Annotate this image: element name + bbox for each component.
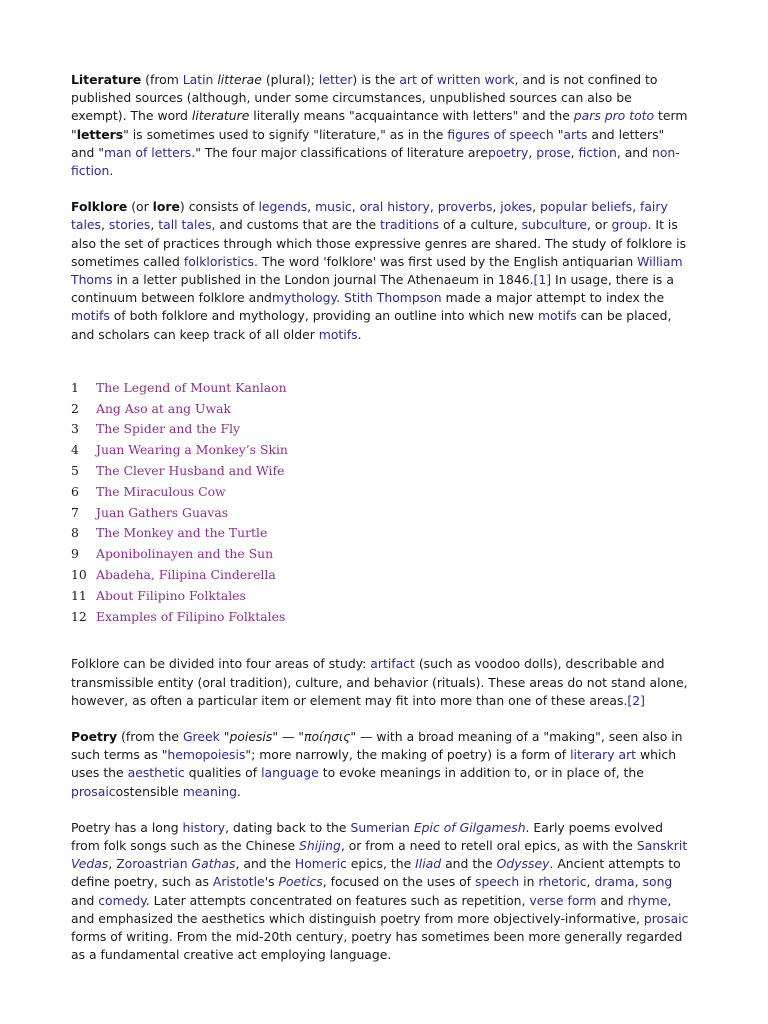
folktale-link[interactable]: About Filipino Folktales [96,587,246,603]
paragraph-folklore-areas: Folklore can be divided into four areas of study: artifact (such as voodoo dolls), describable and transmissible entity (oral tradition), culture, and behavior (rituals). These areas do not stand alone, however, as often a particular item or element may fit into more than one of these areas.[2] [71,656,688,708]
link-oral-history[interactable]: oral history [359,199,430,215]
link-art[interactable]: art [399,72,417,87]
folktale-link[interactable]: The Miraculous Cow [96,483,226,499]
link-artifact[interactable]: artifact [370,656,415,672]
list-item[interactable]: 2 Ang Aso at ang Uwak [71,399,691,420]
link-prosaic[interactable]: prosaic [643,910,689,926]
folktale-link[interactable]: Examples of Filipino Folktales [96,608,286,624]
link-rhetoric[interactable]: rhetoric [538,874,587,890]
link-william-thoms[interactable]: William Thoms [71,253,683,288]
link-sumerian[interactable]: Sumerian [350,819,410,835]
folktales-list [71,378,691,628]
link-verse-form[interactable]: verse form [529,892,597,908]
folktale-link[interactable]: The Clever Husband and Wife [96,463,285,479]
folktale-link[interactable]: The Spider and the Fly [96,421,241,437]
folktale-link[interactable]: Aponibolinayen and the Sun [96,546,274,562]
paragraph-poetry-history: Poetry has a long history, dating back to the Sumerian Epic of Gilgamesh. Early poems evolved from folk songs such as the Chinese Shijing, or from a need to retell oral epics, as with the Sanskrit Vedas, Zoroastrian Gathas, and the Homeric epics, the Iliad and the Odyssey. Ancient attempts to define poetry, such as Aristotle's Poetics, focused on the uses of speech in rhetoric, drama, song and comedy. Later attempts concentrated on features such as repetition, verse form and rhyme, and emphasized the aesthetics which distinguish poetry from more objectively-informative, prosaic forms of writing. From the mid-20th century, poetry has sometimes been more generally regarded as a fundamental creative act employing language. [71,819,689,963]
link-meaning[interactable]: meaning [182,783,238,799]
link-motifs[interactable]: motifs [71,308,110,324]
link-traditions[interactable]: traditions [380,217,440,233]
link-legends[interactable]: legends [258,199,308,215]
list-item[interactable]: 3 The Spider and the Fly [71,419,691,440]
link-written-work[interactable]: written work [436,72,515,87]
link-zoroastrian[interactable]: Zoroastrian [116,856,188,872]
list-item[interactable]: 9 Aponibolinayen and the Sun [71,544,691,565]
link-hemopoiesis[interactable]: hemopoiesis [167,747,246,763]
link-shijing[interactable]: Shijing [299,838,341,854]
link-letter[interactable]: letter [318,72,353,87]
folktale-link[interactable]: Abadeha, Filipina Cinderella [96,567,276,583]
folktale-link[interactable]: The Legend of Mount Kanlaon [96,379,287,395]
paragraph-folklore: Folklore (or lore) consists of legends, music, oral history, proverbs, jokes, popular beliefs, fairy tales, stories, tall tales, and customs that are the traditions of a culture, subculture, or group. It is also the set of practices through which those expressive genres are shared. The study of folklore is sometimes called folkloristics. The word 'folklore' was first used by the English antiquarian William Thoms in a letter published in the London journal The Athenaeum in 1846.[1] In usage, there is a continuum between folklore andmythology. Stith Thompson made a major attempt to index the motifs of both folklore and mythology, providing an outline into which new motifs can be placed, and scholars can keep track of all older motifs. [71,199,687,342]
term-folklore: Folklore [71,199,128,215]
list-item[interactable]: 12 Examples of Filipino Folktales [71,607,691,628]
link-aristotle[interactable]: Aristotle [212,874,265,890]
link-man-of-letters[interactable]: man of letters [103,144,192,160]
list-item[interactable]: 1 The Legend of Mount Kanlaon [71,378,691,399]
list-item[interactable]: 10 Abadeha, Filipina Cinderella [71,565,691,586]
link-prosaic[interactable]: prosaic [71,783,116,799]
document-page [71,71,691,964]
link-fiction[interactable]: fiction [578,144,617,160]
link-language[interactable]: language [261,765,319,781]
reference-2[interactable]: [2] [627,692,645,708]
link-history[interactable]: history [182,819,226,835]
link-non-fiction[interactable]: non-fiction [71,144,680,179]
link-drama[interactable]: drama [594,874,635,890]
link-aesthetic[interactable]: aesthetic [127,765,185,781]
link-gathas[interactable]: Gathas [191,856,236,872]
link-folkloristics[interactable]: folkloristics [183,253,254,269]
link-poetics[interactable]: Poetics [278,874,323,890]
link-speech[interactable]: speech [474,874,520,890]
link-comedy[interactable]: comedy [98,892,146,908]
list-item[interactable]: 8 The Monkey and the Turtle [71,523,691,544]
link-fairy-tales[interactable]: fairy tales [71,199,668,233]
folktale-link[interactable]: Juan Wearing a Monkey’s Skin [96,442,288,458]
folktale-link[interactable]: Juan Gathers Guavas [96,504,229,520]
list-item[interactable]: 4 Juan Wearing a Monkey’s Skin [71,440,691,461]
link-iliad[interactable]: Iliad [415,856,442,872]
paragraph-poetry: Poetry (from the Greek "poiesis" — "ποίησις" — with a broad meaning of a "making", seen also in such terms as "hemopoiesis"; more narrowly, the making of poetry) is a form of literary art which uses the aesthetic qualities of language to evoke meanings in addition to, or in place of, the prosaicostensible meaning. [71,729,683,799]
list-item[interactable]: 11 About Filipino Folktales [71,586,691,607]
link-odyssey[interactable]: Odyssey [496,856,550,872]
link-pars-pro-toto[interactable]: pars pro toto [573,108,655,124]
link-prose[interactable]: prose [536,144,571,160]
list-item[interactable]: 7 Juan Gathers Guavas [71,503,691,524]
link-song[interactable]: song [642,874,673,890]
link-sanskrit[interactable]: Sanskrit [636,838,688,854]
link-poetry[interactable]: poetry [487,144,529,160]
list-item[interactable]: 6 The Miraculous Cow [71,482,691,503]
link-homeric[interactable]: Homeric [294,856,347,872]
link-literary-art[interactable]: literary art [570,747,637,763]
folktale-link[interactable]: Ang Aso at ang Uwak [96,400,231,416]
link-subculture[interactable]: subculture [521,217,588,233]
link-rhyme[interactable]: rhyme [627,892,668,908]
link-jokes[interactable]: jokes [500,199,533,215]
link-group[interactable]: group [611,217,648,233]
link-arts[interactable]: arts [563,126,588,142]
link-motifs[interactable]: motifs [318,326,358,342]
link-latin[interactable]: Latin [182,72,214,87]
link-greek[interactable]: Greek [182,729,220,745]
link-stith-thompson[interactable]: Stith Thompson [343,290,442,306]
link-music[interactable]: music [315,199,352,215]
reference-1[interactable]: [1] [533,272,552,288]
term-poetry: Poetry [71,729,118,745]
link-tall-tales[interactable]: tall tales [158,217,212,233]
paragraph-literature: Literature (from Latin litterae (plural); letter) is the art of written work, and is not confined to published sources (although, under some circumstances, unpublished sources can also be exempt). The word literature literally means "acquaintance with letters" and the pars pro toto term "letters" is sometimes used to signify "literature," as in the figures of speech "arts and letters" and "man of letters." The four major classifications of literature arepoetry, prose, fiction, and non-fiction. [71,72,688,179]
link-epic-of-gilgamesh[interactable]: Epic of Gilgamesh [413,819,526,835]
list-item[interactable]: 5 The Clever Husband and Wife [71,461,691,482]
link-vedas[interactable]: Vedas [71,856,109,872]
link-stories[interactable]: stories [108,217,151,233]
folktale-link[interactable]: The Monkey and the Turtle [96,525,268,541]
link-popular-beliefs[interactable]: popular beliefs [540,199,633,215]
link-proverbs[interactable]: proverbs [437,199,493,215]
link-mythology[interactable]: mythology [271,290,337,306]
term-literature: Literature [71,72,142,87]
link-figures-of-speech[interactable]: figures of speech [447,126,554,142]
link-motifs[interactable]: motifs [537,308,577,324]
